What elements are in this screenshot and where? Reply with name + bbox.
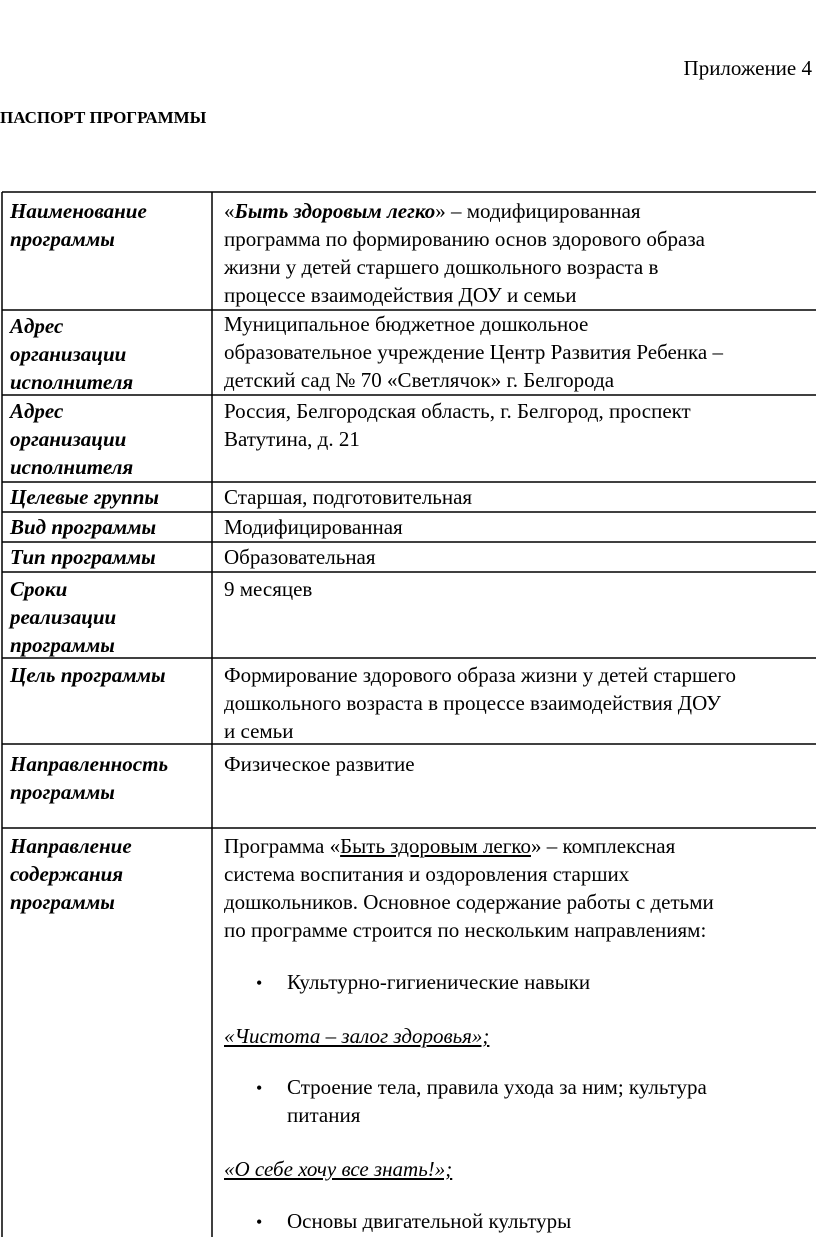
- row-value-name: «Быть здоровым легко» – модифицированная программа по формированию основ здорового образа жизни у детей старшего дошкольного возраста в процессе взаимодействия ДОУ и семьи: [224, 199, 705, 307]
- row-label-focus: Направленность программы: [10, 752, 169, 804]
- row-value-content-intro: Программа «Быть здоровым легко» – комплексная система воспитания и оздоровления старших дошкольников. Основное содержание работы с детьми по программе строится по нескольким направлениям:: [224, 834, 714, 942]
- bullet-icon: •: [256, 973, 263, 993]
- row-value-address-2: Россия, Белгородская область, г. Белгород, проспект Ватутина, д. 21: [224, 399, 691, 451]
- row-label-content: Направление содержания программы: [10, 834, 132, 914]
- row-label-terms: Сроки реализации программы: [10, 577, 117, 657]
- row-label-kind: Вид программы: [10, 515, 157, 539]
- bullet-icon: •: [256, 1078, 263, 1098]
- row-value-kind: Модифицированная: [224, 515, 403, 539]
- row-value-focus: Физическое развитие: [224, 752, 415, 776]
- row-value-goal: Формирование здорового образа жизни у детей старшего дошкольного возраста в процессе взаимодействия ДОУ и семьи: [224, 663, 737, 743]
- row-value-terms: 9 месяцев: [224, 577, 313, 601]
- row-label-target: Целевые группы: [10, 485, 159, 509]
- row-label-type: Тип программы: [10, 545, 156, 569]
- document-title: ПАСПОРТ ПРОГРАММЫ: [0, 108, 207, 127]
- bullet-icon: •: [256, 1212, 263, 1232]
- row-value-address-1: Муниципальное бюджетное дошкольное образовательное учреждение Центр Развития Ребенка – детский сад № 70 «Светлячок» г. Белгорода: [224, 312, 723, 392]
- content-motto-2: «О себе хочу все знать!»;: [224, 1157, 453, 1181]
- row-value-target: Старшая, подготовительная: [224, 485, 473, 509]
- row-value-type: Образовательная: [224, 545, 376, 569]
- appendix-label: Приложение 4: [683, 56, 812, 80]
- row-label-address-2: Адрес организации исполнителя: [10, 399, 134, 479]
- row-label-name: Наименование программы: [10, 199, 147, 251]
- content-bullet-1: Культурно-гигиенические навыки: [287, 970, 591, 994]
- content-bullet-3: Основы двигательной культуры: [287, 1209, 572, 1233]
- content-motto-1: «Чистота – залог здоровья»;: [224, 1024, 490, 1048]
- program-name: Быть здоровым легко: [234, 199, 436, 223]
- content-bullet-2: Строение тела, правила ухода за ним; культура питания: [287, 1075, 707, 1127]
- program-name-link: Быть здоровым легко: [340, 834, 531, 858]
- row-label-address-1: Адрес организации исполнителя: [10, 314, 134, 394]
- row-label-goal: Цель программы: [10, 663, 166, 687]
